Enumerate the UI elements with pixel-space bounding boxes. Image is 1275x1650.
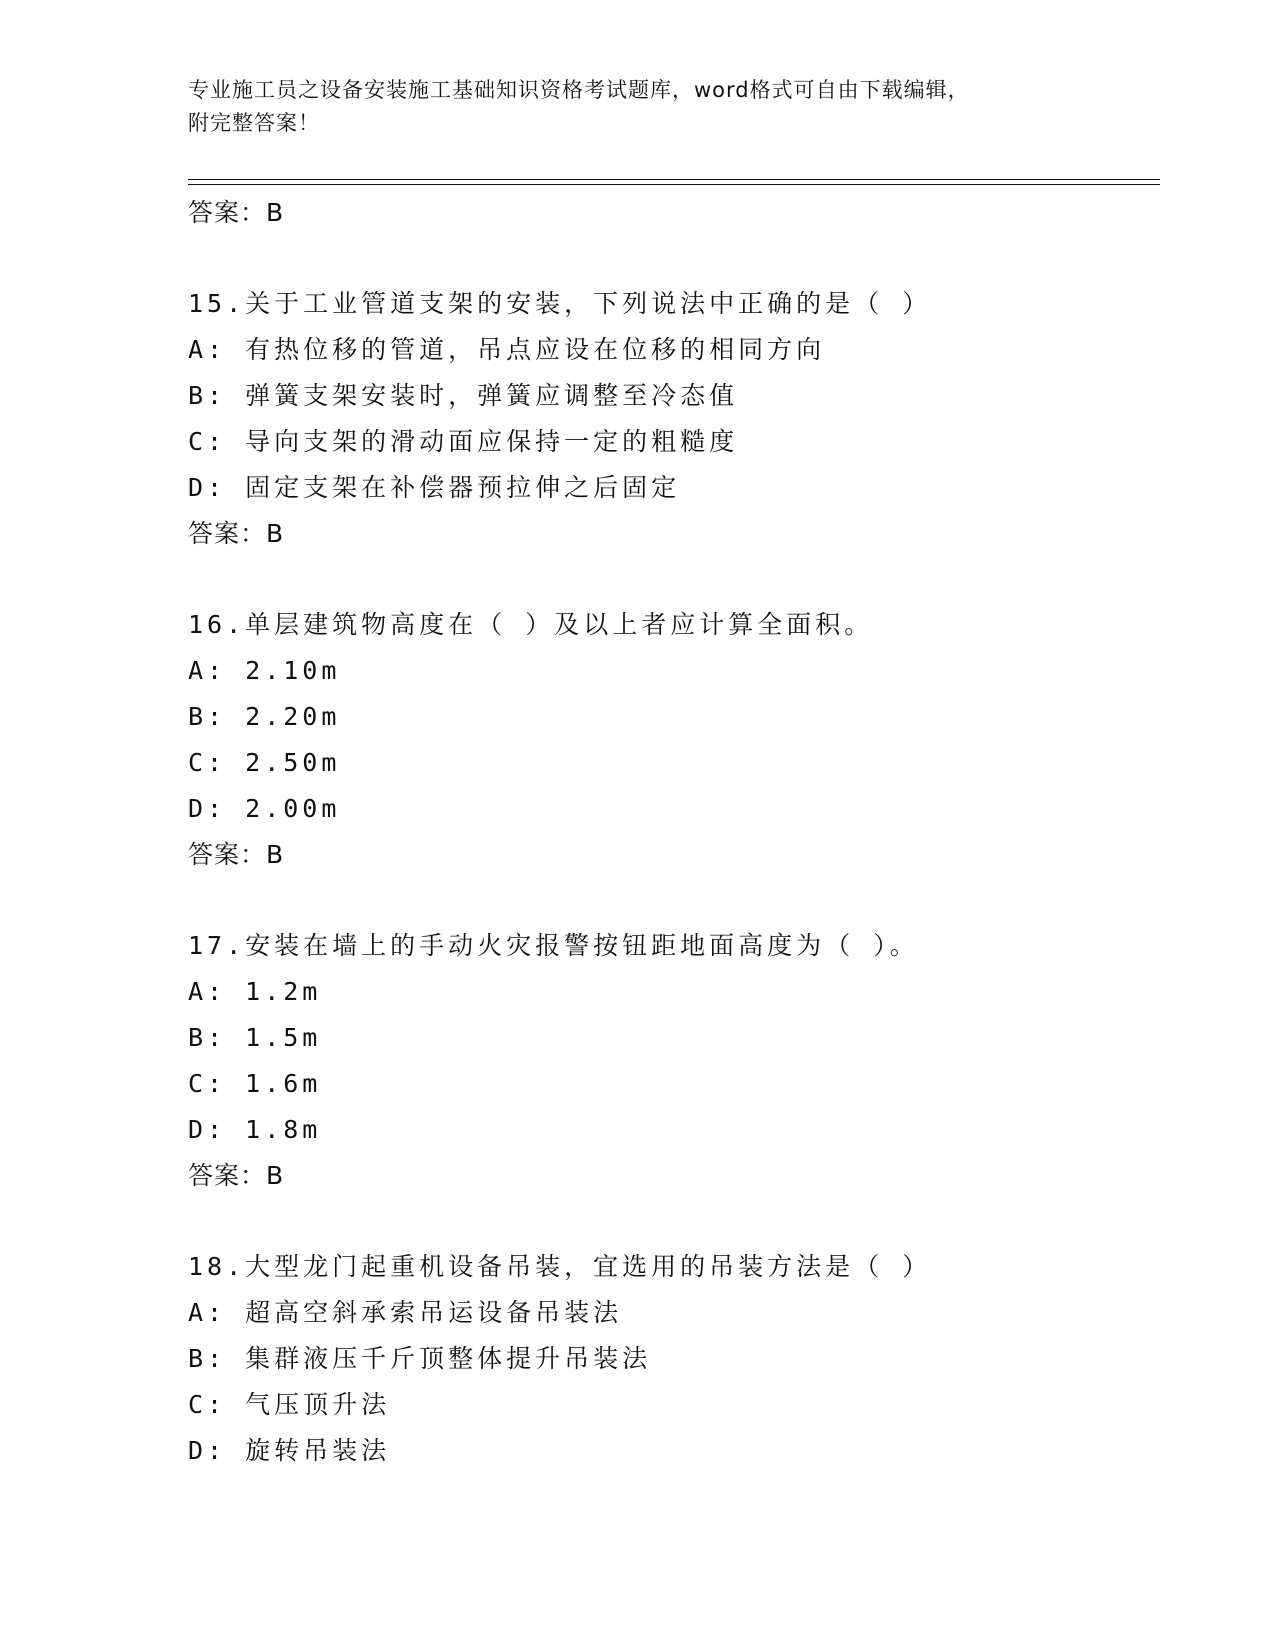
- question-stem: 17.安装在墙上的手动火灾报警按钮距地面高度为（ ）。: [188, 931, 919, 960]
- header-rule-bottom: [188, 184, 1160, 185]
- header-line-1: 专业施工员之设备安装施工基础知识资格考试题库，word格式可自由下载编辑，: [188, 78, 970, 102]
- question-15: [188, 281, 1168, 557]
- option-c: C: 导向支架的滑动面应保持一定的粗糙度: [188, 427, 739, 456]
- option-c: C: 1.6m: [188, 1069, 322, 1098]
- header-line-2: 附完整答案！: [188, 111, 320, 135]
- option-d: D: 固定支架在补偿器预拉伸之后固定: [188, 473, 681, 502]
- answer-line: 答案：B: [188, 198, 285, 227]
- answer-line: 答案：B: [188, 840, 285, 869]
- question-stem: 15.关于工业管道支架的安装，下列说法中正确的是（ ）: [188, 289, 932, 318]
- option-a: A: 有热位移的管道，吊点应设在位移的相同方向: [188, 335, 826, 364]
- option-a: A: 1.2m: [188, 977, 322, 1006]
- option-b: B: 弹簧支架安装时，弹簧应调整至冷态值: [188, 381, 739, 410]
- question-16: [188, 602, 1168, 878]
- option-d: D: 1.8m: [188, 1115, 322, 1144]
- option-b: B: 1.5m: [188, 1023, 322, 1052]
- option-c: C: 气压顶升法: [188, 1390, 391, 1419]
- question-18: [188, 1244, 1168, 1474]
- question-list: [188, 190, 1168, 1474]
- answer-line: 答案：B: [188, 1161, 285, 1190]
- answer-line: 答案：B: [188, 519, 285, 548]
- option-d: D: 旋转吊装法: [188, 1436, 391, 1465]
- document-header: [188, 74, 1088, 140]
- option-a: A: 2.10m: [188, 656, 341, 685]
- question-stem: 16.单层建筑物高度在（ ）及以上者应计算全面积。: [188, 610, 874, 639]
- option-a: A: 超高空斜承索吊运设备吊装法: [188, 1298, 623, 1327]
- option-b: B: 2.20m: [188, 702, 341, 731]
- option-d: D: 2.00m: [188, 794, 341, 823]
- option-c: C: 2.50m: [188, 748, 341, 777]
- question-stem: 18.大型龙门起重机设备吊装，宜选用的吊装方法是（ ）: [188, 1252, 932, 1281]
- question-17: [188, 923, 1168, 1199]
- option-b: B: 集群液压千斤顶整体提升吊装法: [188, 1344, 652, 1373]
- header-rule-top: [188, 179, 1160, 180]
